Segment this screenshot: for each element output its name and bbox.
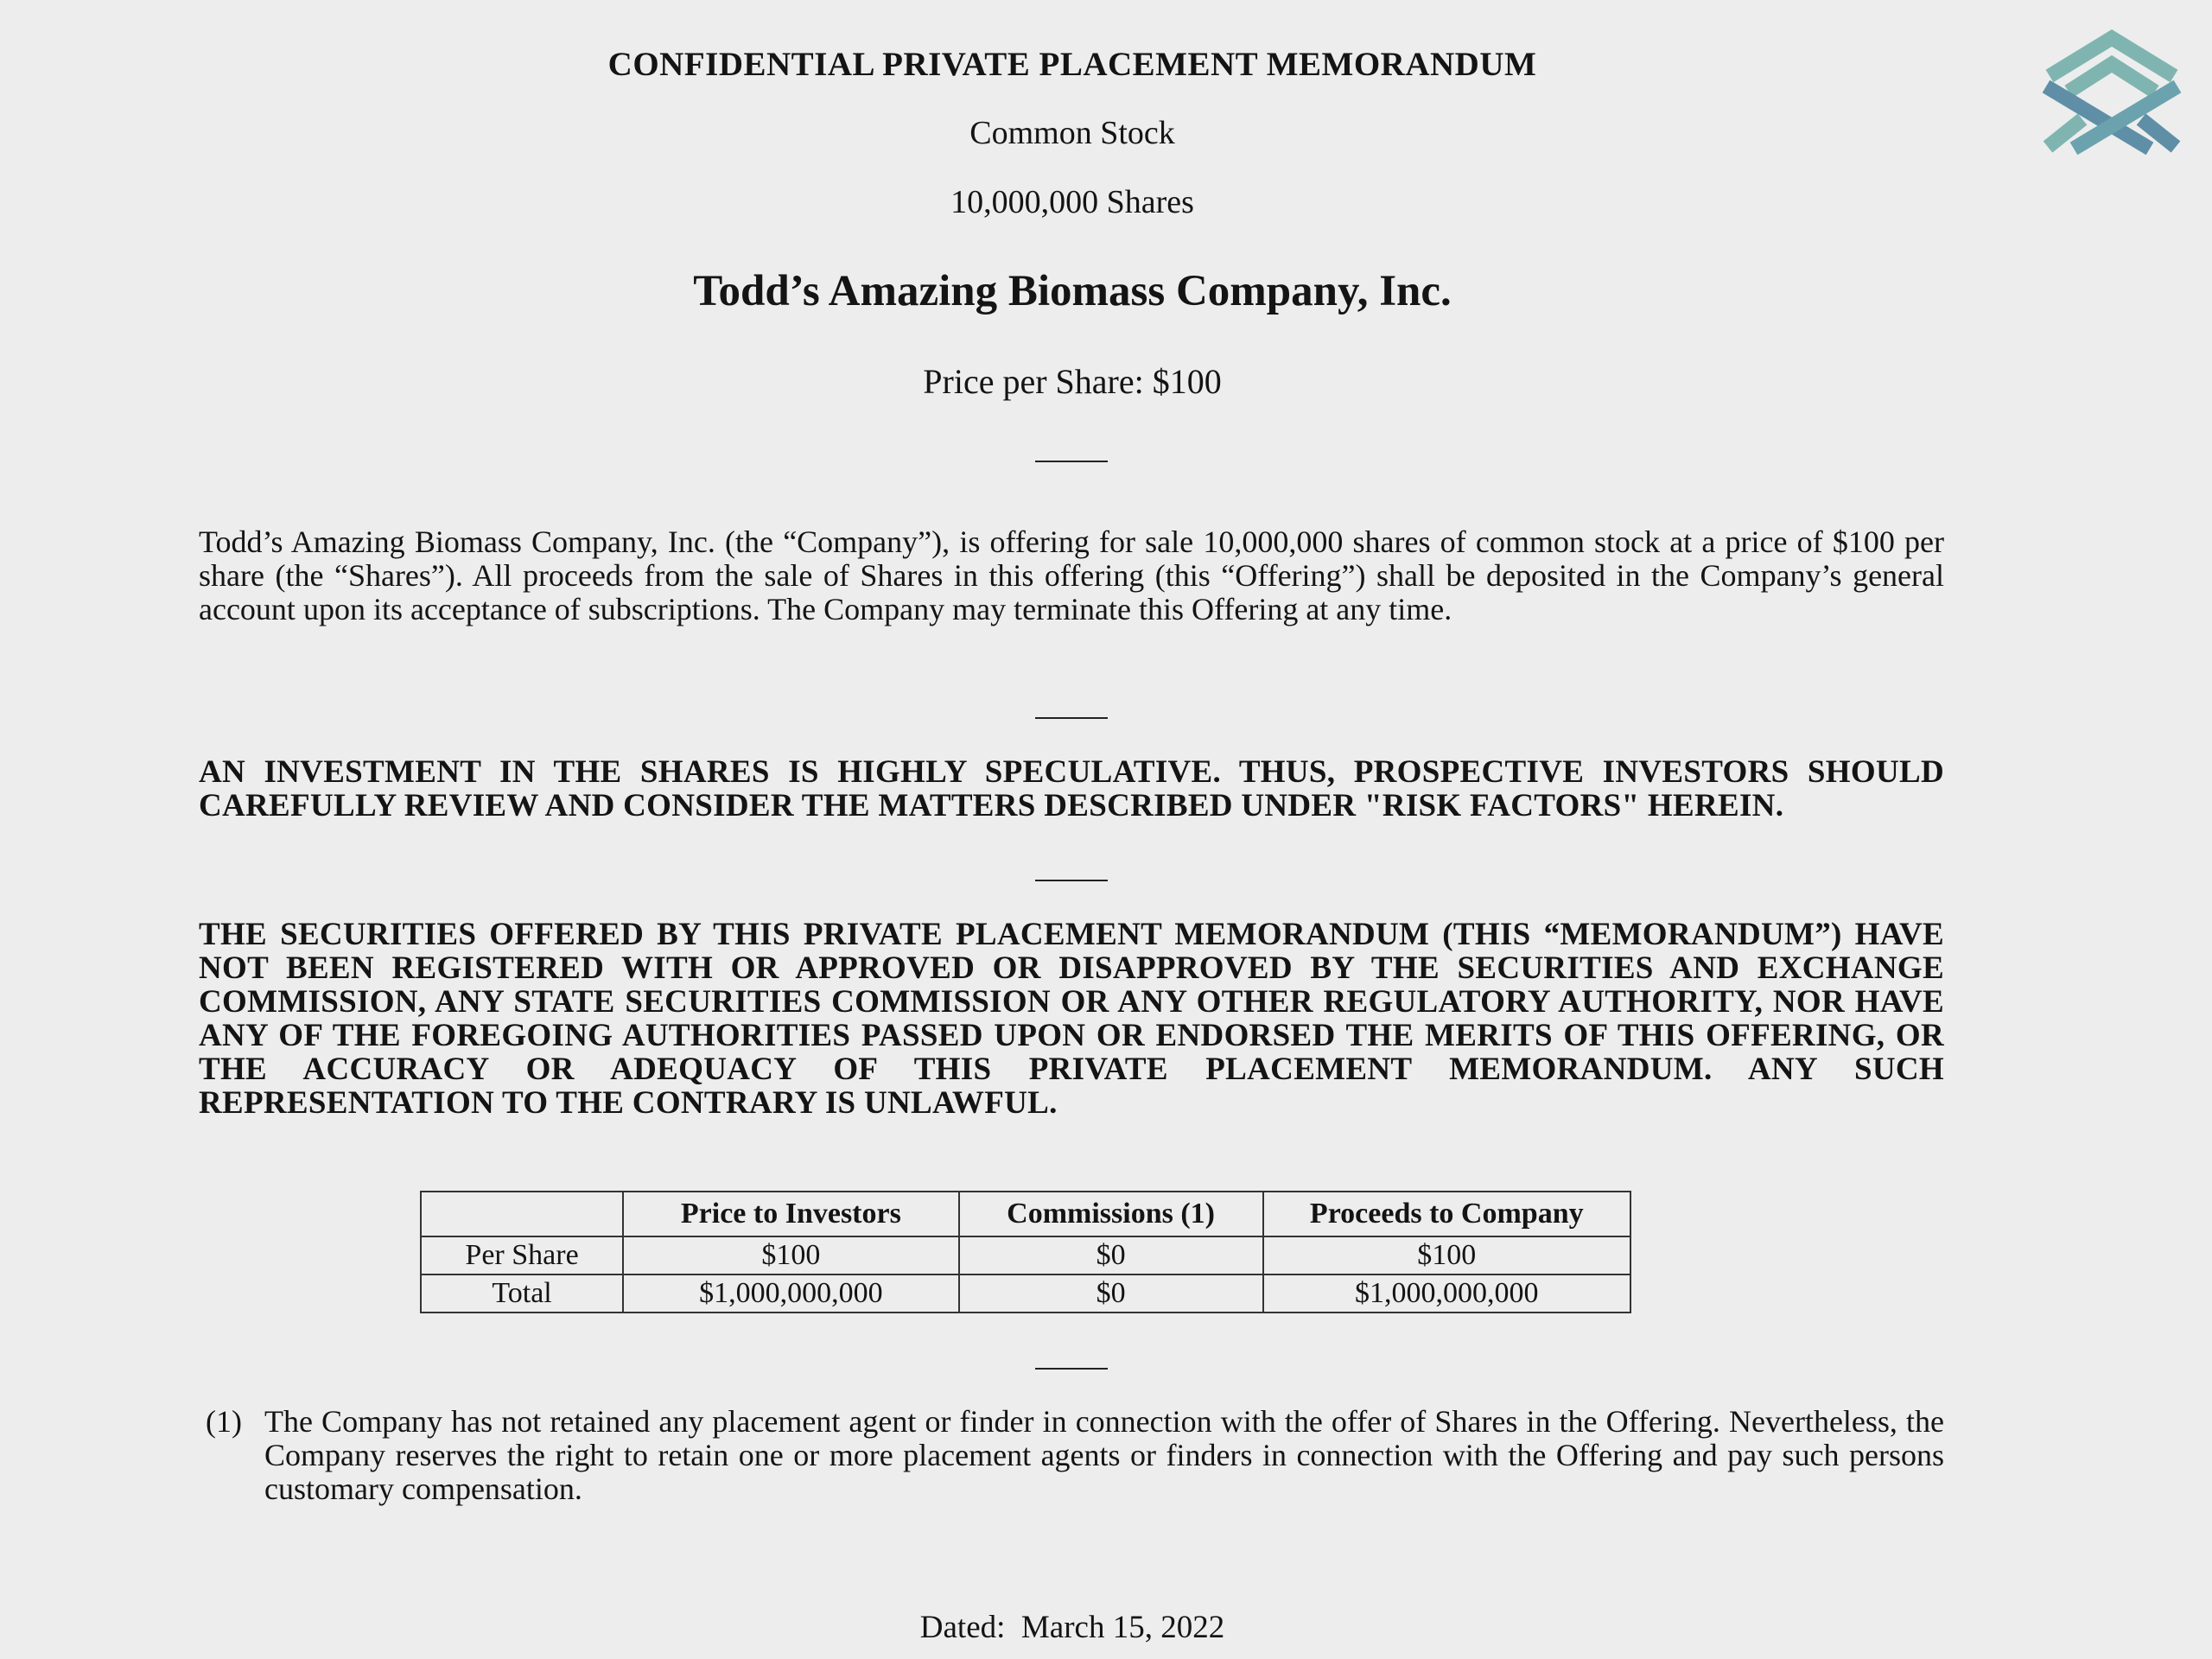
price-per-share: Price per Share: $100	[923, 362, 1222, 401]
table-header-row	[421, 1192, 1630, 1236]
footnote-text: The Company has not retained any placement agent or finder in connection with the offer of Shares in the Offering. Nevertheless, the Company reserves the right to retain one or more placement agents or finders in connection with the Offering and pay such persons customary compensation.	[264, 1404, 1944, 1506]
footnote-marker: (1)	[206, 1404, 242, 1439]
table-cell: $100	[623, 1236, 959, 1274]
table-row	[421, 1236, 1630, 1274]
section-divider	[1035, 880, 1108, 881]
table-cell: $100	[1263, 1236, 1630, 1274]
offering-description: Todd’s Amazing Biomass Company, Inc. (the “Company”), is offering for sale 10,000,000 shares of common stock at a price of $100 per share (the “Shares”). All proceeds from the sale of Shares in this offering (this “Offering”) shall be deposited in the Company’s general account upon its acceptance of subscriptions. The Company may terminate this Offering at any time.	[199, 524, 1944, 626]
share-count: 10,000,000 Shares	[950, 184, 1194, 220]
speculative-warning: AN INVESTMENT IN THE SHARES IS HIGHLY SPECULATIVE. THUS, PROSPECTIVE INVESTORS SHOULD CAREFULLY REVIEW AND CONSIDER THE MATTERS DESCRIBED UNDER "RISK FACTORS" HEREIN.	[199, 754, 1944, 823]
offering-table	[420, 1191, 1631, 1313]
table-cell: $0	[959, 1274, 1263, 1313]
section-divider	[1035, 1368, 1108, 1370]
document-date: Dated: March 15, 2022	[919, 1610, 1225, 1645]
table-header-cell: Proceeds to Company	[1263, 1192, 1630, 1236]
table-cell: Per Share	[421, 1236, 623, 1274]
table-cell: $0	[959, 1236, 1263, 1274]
section-divider	[1035, 461, 1108, 462]
section-divider	[1035, 717, 1108, 719]
footnote	[206, 1405, 1944, 1506]
table-header-cell: Price to Investors	[623, 1192, 959, 1236]
table-cell: Total	[421, 1274, 623, 1313]
table-cell: $1,000,000,000	[1263, 1274, 1630, 1313]
table-row	[421, 1274, 1630, 1313]
stock-type: Common Stock	[969, 115, 1175, 151]
document-title: CONFIDENTIAL PRIVATE PLACEMENT MEMORANDUM	[607, 46, 1537, 83]
table-cell: $1,000,000,000	[623, 1274, 959, 1313]
table-header-cell: Commissions (1)	[959, 1192, 1263, 1236]
securities-disclaimer: THE SECURITIES OFFERED BY THIS PRIVATE PLACEMENT MEMORANDUM (THIS “MEMORANDUM”) HAVE NOT BEEN REGISTERED WITH OR APPROVED OR DISAPPROVED BY THE SECURITIES AND EXCHANGE COMMISSION, ANY STATE SECURITIES COMMISSION OR ANY OTHER REGULATORY AUTHORITY, NOR HAVE ANY OF THE FOREGOING AUTHORITIES PASSED UPON OR ENDORSED THE MERITS OF THIS OFFERING, OR THE ACCURACY OR ADEQUACY OF THIS PRIVATE PLACEMENT MEMORANDUM. ANY SUCH REPRESENTATION TO THE CONTRARY IS UNLAWFUL.	[199, 917, 1944, 1121]
company-name: Todd’s Amazing Biomass Company, Inc.	[693, 267, 1452, 315]
table-header-cell	[421, 1192, 623, 1236]
